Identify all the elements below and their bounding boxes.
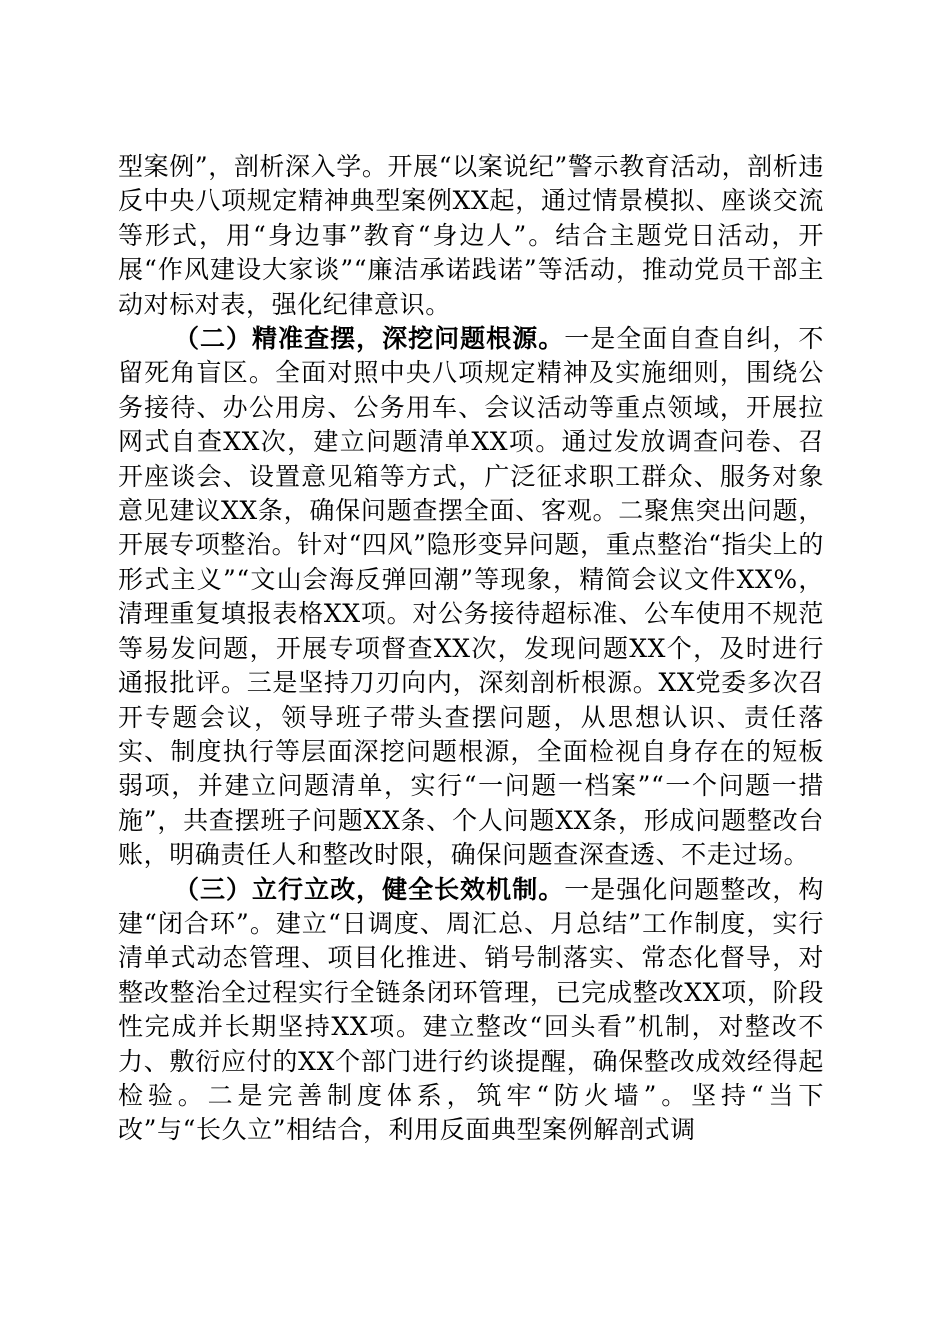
paragraph-1-text: 型案例”，剖析深入学。开展“以案说纪”警示教育活动，剖析违反中央八项规定精神典型案例XX起，通过情景模拟、座谈交流等形式，用“身边事”教育“身边人”。结合主题党日活动，开展“作风建设大家谈”“廉洁承诺践诺”等活动，推动党员干部主动对标对表，强化纪律意识。 bbox=[118, 152, 824, 319]
document-body bbox=[118, 150, 824, 1148]
paragraph-2-text: 一是全面自查自纠，不留死角盲区。全面对照中央八项规定精神及实施细则，围绕公务接待、办公用房、公务用车、会议活动等重点领域，开展拉网式自查XX次，建立问题清单XX项。通过发放调查问卷、召开座谈会、设置意见箱等方式，广泛征求职工群众、服务对象意见建议XX条，确保问题查摆全面、客观。二聚焦突出问题，开展专项整治。针对“四风”隐形变异问题，重点整治“指尖上的形式主义”“文山会海反弹回潮”等现象，精简会议文件XX%，清理重复填报表格XX项。对公务接待超标准、公车使用不规范等易发问题，开展专项督查XX次，发现问题XX个，及时进行通报批评。三是坚持刀刃向内，深刻剖析根源。XX党委多次召开专题会议，领导班子带头查摆问题，从思想认识、责任落实、制度执行等层面深挖问题根源，全面检视自身存在的短板弱项，并建立问题清单，实行“一问题一档案”“一个问题一措施”，共查摆班子问题XX条、个人问题XX条，形成问题整改台账，明确责任人和整改时限，确保问题查深查透、不走过场。 bbox=[118, 324, 824, 870]
paragraph-3-text: 一是强化问题整改，构建“闭合环”。建立“日调度、周汇总、月总结”工作制度，实行清单式动态管理、项目化推进、销号制落实、常态化督导，对整改整治全过程实行全链条闭环管理，已完成整改XX项，阶段性完成并长期坚持XX项。建立整改“回头看”机制，对整改不力、敷衍应付的XX个部门进行约谈提醒，确保整改成效经得起检验。二是完善制度体系，筑牢“防火墙”。坚持“当下改”与“长久立”相结合，利用反面典型案例解剖式调 bbox=[118, 874, 824, 1145]
paragraph-3-heading: （三）立行立改，健全长效机制。 bbox=[174, 874, 565, 904]
paragraph-2-heading: （二）精准查摆，深挖问题根源。 bbox=[174, 324, 565, 354]
paragraph-2 bbox=[118, 322, 824, 873]
paragraph-1 bbox=[118, 150, 824, 322]
paragraph-3 bbox=[118, 873, 824, 1148]
